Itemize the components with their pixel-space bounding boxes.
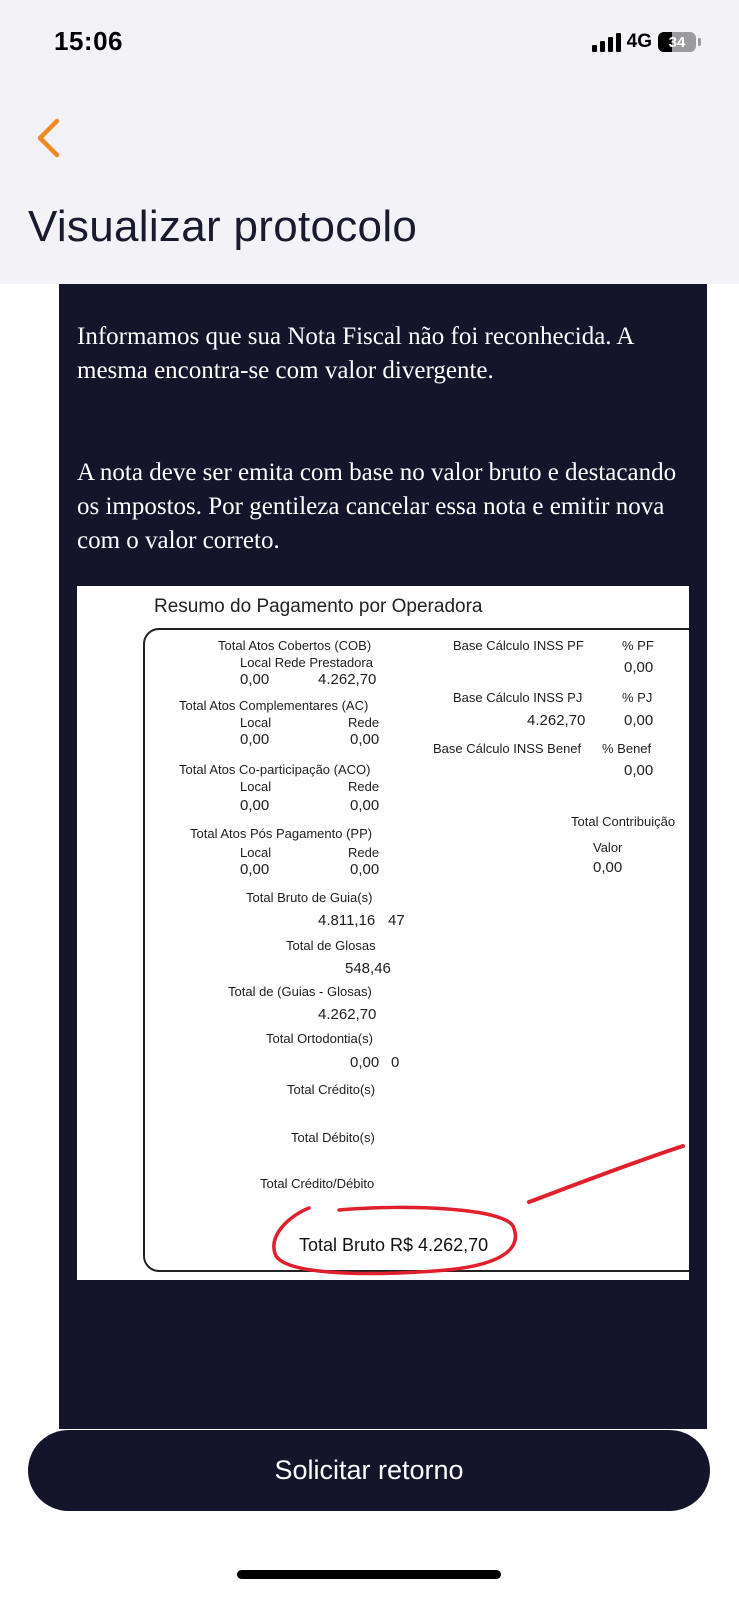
inss-pf-pct-label: % PF bbox=[622, 638, 654, 653]
total-bruto: Total Bruto R$ 4.262,70 bbox=[299, 1235, 489, 1255]
inss-pj-pct-label: % PJ bbox=[622, 690, 653, 705]
request-return-button[interactable]: Solicitar retorno bbox=[28, 1430, 710, 1511]
contribuicao-valor-label: Valor bbox=[593, 840, 623, 855]
aco-rede-col: Rede bbox=[348, 779, 380, 794]
ac-local-value: 0,00 bbox=[240, 731, 270, 748]
ac-rede-value: 0,00 bbox=[350, 731, 380, 748]
network-type: 4G bbox=[626, 31, 652, 52]
payment-summary-receipt bbox=[77, 586, 689, 1280]
cob-rede-value: 4.262,70 bbox=[318, 671, 377, 688]
receipt-frame bbox=[143, 628, 689, 1272]
cob-label: Total Atos Cobertos (COB) bbox=[218, 638, 372, 653]
chevron-left-icon bbox=[35, 118, 61, 158]
ortodontia-value: 0,00 bbox=[350, 1054, 380, 1071]
pp-label: Total Atos Pós Pagamento (PP) bbox=[190, 826, 373, 841]
cob-columns: Local Rede Prestadora bbox=[240, 655, 373, 670]
inss-pf-pct: 0,00 bbox=[624, 659, 654, 676]
status-time: 15:06 bbox=[54, 26, 123, 56]
home-indicator bbox=[237, 1570, 501, 1579]
inss-pf-label: Base Cálculo INSS PF bbox=[453, 638, 584, 653]
pp-local-col: Local bbox=[240, 845, 272, 860]
glosas-label: Total de Glosas bbox=[286, 938, 376, 953]
pp-local-value: 0,00 bbox=[240, 861, 270, 878]
ac-local-col: Local bbox=[240, 715, 272, 730]
signal-icon bbox=[592, 32, 621, 52]
bruto-guias-value: 4.811,16 bbox=[318, 912, 376, 929]
debito-label: Total Débito(s) bbox=[291, 1130, 375, 1145]
pp-rede-value: 0,00 bbox=[350, 861, 380, 878]
bruto-guias-count: 47 bbox=[388, 912, 405, 929]
aco-label: Total Atos Co-participação (ACO) bbox=[179, 762, 371, 777]
document-image bbox=[59, 284, 707, 1429]
pp-rede-col: Rede bbox=[348, 845, 380, 860]
status-indicators bbox=[592, 31, 701, 53]
cob-local-value: 0,00 bbox=[240, 671, 270, 688]
inss-pj-label: Base Cálculo INSS PJ bbox=[453, 690, 583, 705]
ortodontia-label: Total Ortodontia(s) bbox=[266, 1031, 373, 1046]
message-paragraph-2: A nota deve ser emita com base no valor bruto e destacando os impostos. Por gentileza cancelar essa nota e emitir nova com o valor correto. bbox=[77, 459, 677, 554]
guias-glosas-value: 4.262,70 bbox=[318, 1006, 377, 1023]
inss-pj-value: 4.262,70 bbox=[527, 712, 586, 729]
bruto-guias-label: Total Bruto de Guia(s) bbox=[246, 890, 373, 905]
aco-local-value: 0,00 bbox=[240, 797, 270, 814]
credito-debito-label: Total Crédito/Débito bbox=[260, 1176, 375, 1191]
back-button[interactable] bbox=[28, 116, 68, 160]
aco-local-col: Local bbox=[240, 779, 272, 794]
battery-icon bbox=[658, 32, 696, 52]
inss-benef-label: Base Cálculo INSS Benef bbox=[433, 741, 582, 756]
message-paragraph-1: Informamos que sua Nota Fiscal não foi reconhecida. A mesma encontra-se com valor divergente. bbox=[77, 323, 634, 384]
inss-benef-pct-label: % Benef bbox=[602, 741, 652, 756]
glosas-value: 548,46 bbox=[345, 960, 391, 977]
receipt-title: Resumo do Pagamento por Operadora bbox=[154, 596, 483, 617]
ac-rede-col: Rede bbox=[348, 715, 380, 730]
page-title: Visualizar protocolo bbox=[28, 202, 418, 251]
ortodontia-count: 0 bbox=[391, 1054, 400, 1071]
battery-level: 34 bbox=[668, 33, 686, 51]
contribuicao-value: 0,00 bbox=[593, 859, 623, 876]
guias-glosas-label: Total de (Guias - Glosas) bbox=[228, 984, 372, 999]
aco-rede-value: 0,00 bbox=[350, 797, 380, 814]
inss-benef-pct: 0,00 bbox=[624, 762, 654, 779]
ac-label: Total Atos Complementares (AC) bbox=[179, 698, 369, 713]
contribuicao-label: Total Contribuição bbox=[571, 814, 676, 829]
inss-pj-pct: 0,00 bbox=[624, 712, 654, 729]
credito-label: Total Crédito(s) bbox=[287, 1082, 376, 1097]
